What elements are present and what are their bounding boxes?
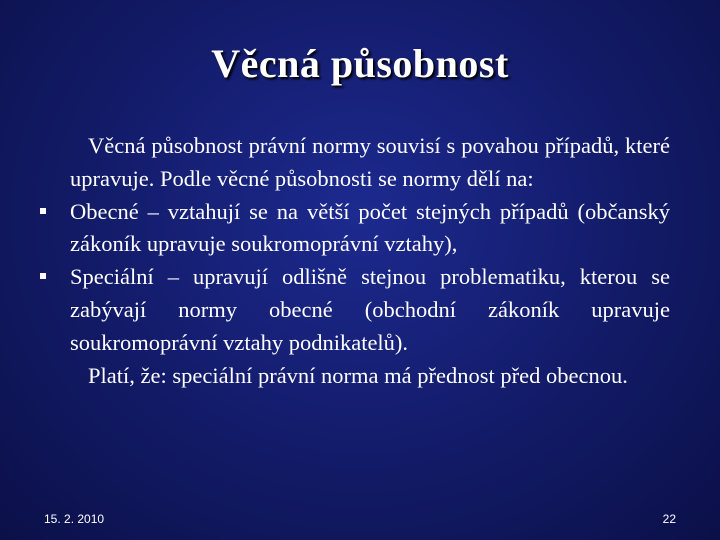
slide-body: [70, 130, 670, 392]
footer-page-number: 22: [662, 512, 676, 526]
bullet-text: Speciální – upravují odlišně stejnou problematiku, kterou se zabývají normy obecné (obchodní zákoník upravuje soukromoprávní vztahy podnikatelů).: [70, 264, 670, 355]
bullet-item-special: [70, 261, 670, 359]
footer-date: 15. 2. 2010: [44, 512, 105, 526]
bullet-item-general: [70, 196, 670, 262]
bullet-square-icon: [40, 208, 46, 214]
intro-paragraph: Věcná působnost právní normy souvisí s povahou případů, které upravuje. Podle věcné působnosti se normy dělí na:: [70, 133, 670, 191]
bullet-square-icon: [40, 273, 46, 279]
slide-title: Věcná působnost: [211, 41, 509, 86]
bullet-text: Obecné – vztahují se na větší počet stejných případů (občanský zákoník upravuje soukromoprávní vztahy),: [70, 198, 670, 257]
conclusion-paragraph: Platí, že: speciální právní norma má přednost před obecnou.: [88, 362, 628, 388]
